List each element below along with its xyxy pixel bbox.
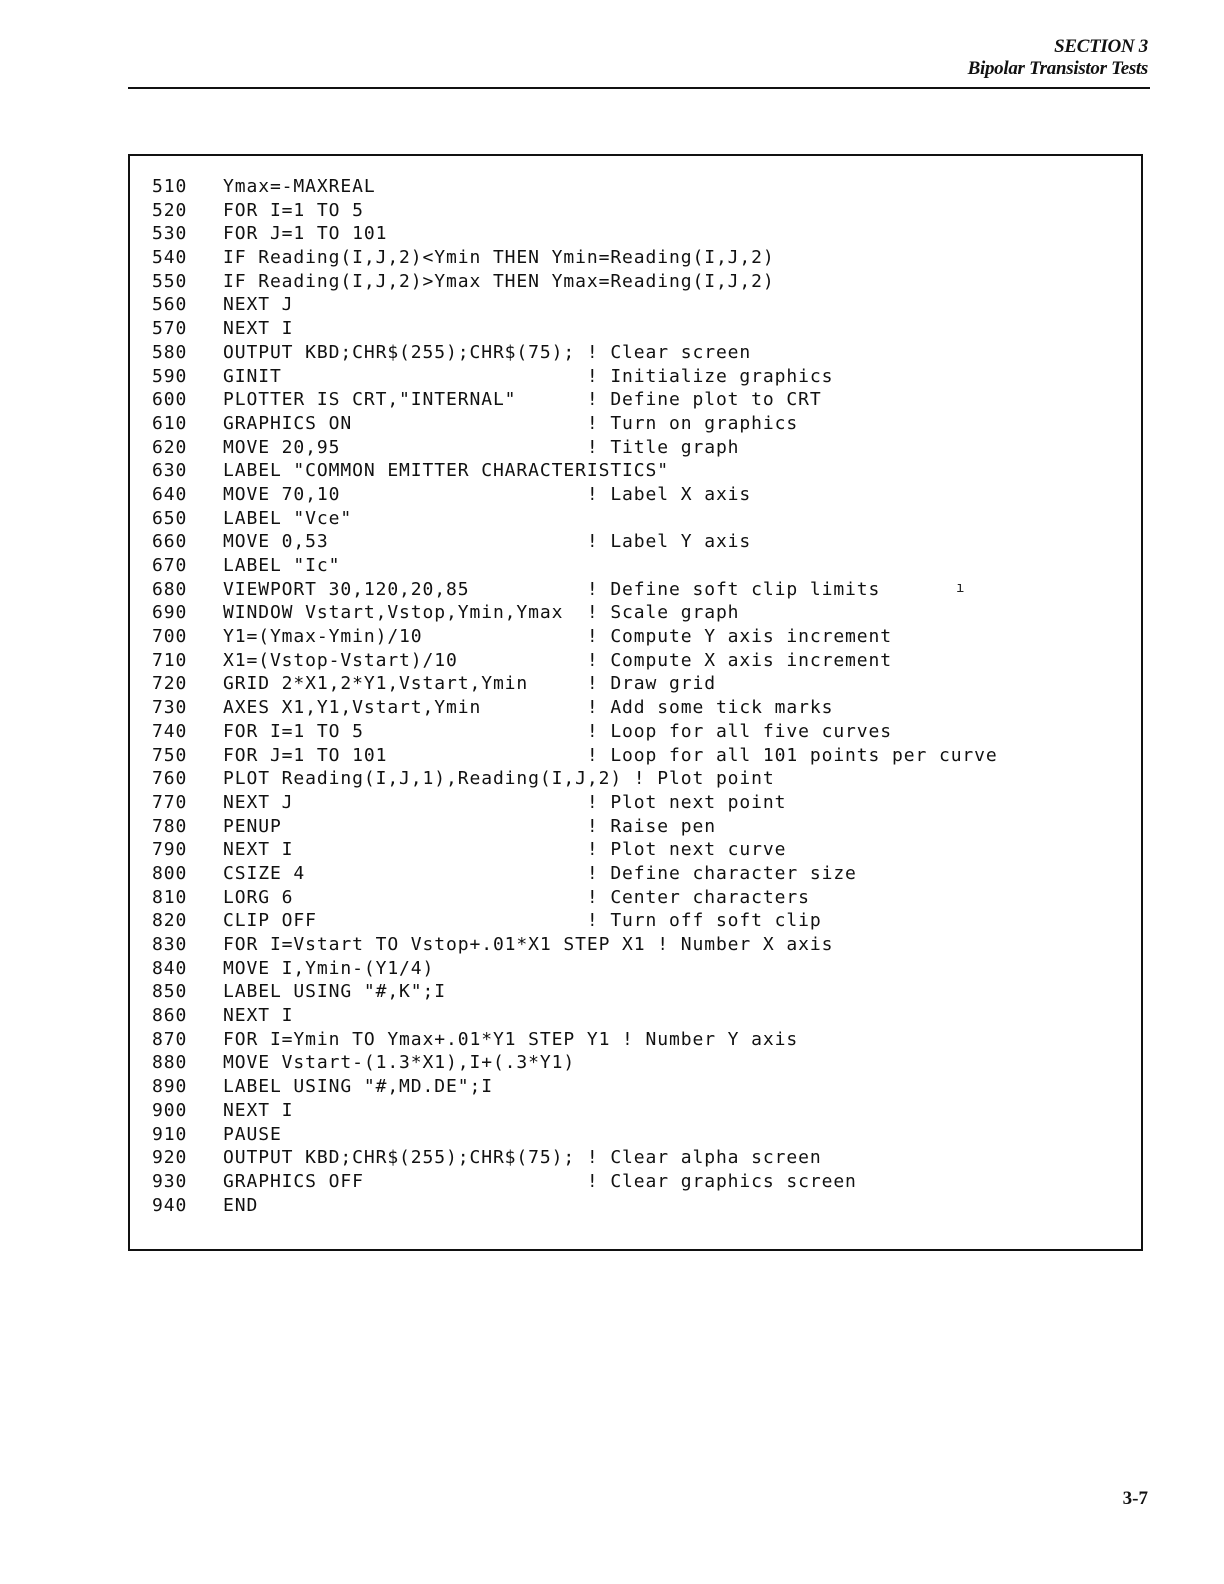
- code-line: [152, 507, 998, 531]
- line-statement: IF Reading(I,J,2)<Ymin THEN Ymin=Reading(I,J,2): [223, 247, 775, 269]
- line-number: 650: [152, 507, 188, 529]
- line-statement: IF Reading(I,J,2)>Ymax THEN Ymax=Reading(I,J,2): [223, 270, 775, 292]
- code-line: [152, 1051, 998, 1075]
- code-line: [152, 270, 998, 294]
- line-statement: FOR I=1 TO 5 ! Loop for all five curves: [223, 720, 893, 742]
- code-line: [152, 554, 998, 578]
- code-line: [152, 957, 998, 981]
- code-line: [152, 1075, 998, 1099]
- code-line: [152, 625, 998, 649]
- header-rule: [128, 87, 1150, 89]
- line-number: 820: [152, 910, 188, 932]
- line-statement: CLIP OFF ! Turn off soft clip: [223, 910, 822, 932]
- line-statement: VIEWPORT 30,120,20,85 ! Define soft clip limits: [223, 578, 881, 600]
- line-statement: NEXT J: [223, 294, 294, 316]
- line-number: 620: [152, 436, 188, 458]
- code-line: [152, 1099, 998, 1123]
- line-number: 680: [152, 578, 188, 600]
- code-line: [152, 1004, 998, 1028]
- line-number: 570: [152, 318, 188, 340]
- code-line: [152, 436, 998, 460]
- line-statement: LABEL USING "#,MD.DE";I: [223, 1076, 493, 1098]
- code-line: [152, 886, 998, 910]
- line-number: 790: [152, 839, 188, 861]
- line-number: 800: [152, 862, 188, 884]
- line-number: 880: [152, 1052, 188, 1074]
- line-number: 520: [152, 199, 188, 221]
- line-number: 550: [152, 270, 188, 292]
- line-statement: WINDOW Vstart,Vstop,Ymin,Ymax ! Scale graph: [223, 602, 740, 624]
- line-statement: FOR J=1 TO 101: [223, 223, 388, 245]
- code-line: [152, 483, 998, 507]
- code-line: [152, 744, 998, 768]
- line-number: 590: [152, 365, 188, 387]
- line-statement: Y1=(Ymax-Ymin)/10 ! Compute Y axis increment: [223, 626, 893, 648]
- code-line: [152, 696, 998, 720]
- line-number: 920: [152, 1147, 188, 1169]
- line-statement: PENUP ! Raise pen: [223, 815, 716, 837]
- line-statement: NEXT I: [223, 1005, 294, 1027]
- line-statement: GRAPHICS ON ! Turn on graphics: [223, 412, 799, 434]
- code-line: [152, 601, 998, 625]
- code-listing: [152, 175, 998, 1217]
- line-statement: NEXT I: [223, 1099, 294, 1121]
- line-number: 930: [152, 1170, 188, 1192]
- section-label: SECTION 3: [1054, 36, 1148, 57]
- code-line: [152, 791, 998, 815]
- line-number: 530: [152, 223, 188, 245]
- line-number: 660: [152, 531, 188, 553]
- code-line: [152, 317, 998, 341]
- line-statement: X1=(Vstop-Vstart)/10 ! Compute X axis increment: [223, 649, 893, 671]
- line-number: 870: [152, 1028, 188, 1050]
- line-statement: GRAPHICS OFF ! Clear graphics screen: [223, 1170, 857, 1192]
- running-header: [968, 36, 1148, 80]
- line-statement: END: [223, 1194, 259, 1216]
- line-statement: OUTPUT KBD;CHR$(255);CHR$(75); ! Clear alpha screen: [223, 1147, 822, 1169]
- line-statement: NEXT J ! Plot next point: [223, 791, 787, 813]
- line-statement: MOVE 20,95 ! Title graph: [223, 436, 740, 458]
- line-number: 600: [152, 389, 188, 411]
- line-number: 560: [152, 294, 188, 316]
- line-number: 780: [152, 815, 188, 837]
- line-number: 750: [152, 744, 188, 766]
- code-line: [152, 341, 998, 365]
- line-statement: MOVE 70,10 ! Label X axis: [223, 483, 752, 505]
- line-statement: FOR I=Ymin TO Ymax+.01*Y1 STEP Y1 ! Number Y axis: [223, 1028, 799, 1050]
- code-line: [152, 222, 998, 246]
- code-line: [152, 578, 998, 602]
- code-line: [152, 388, 998, 412]
- code-line: [152, 909, 998, 933]
- line-statement: PAUSE: [223, 1123, 282, 1145]
- code-line: [152, 530, 998, 554]
- line-statement: AXES X1,Y1,Vstart,Ymin ! Add some tick marks: [223, 697, 834, 719]
- stray-mark: ı: [956, 580, 965, 596]
- line-number: 630: [152, 460, 188, 482]
- line-statement: CSIZE 4 ! Define character size: [223, 862, 857, 884]
- code-line: [152, 175, 998, 199]
- line-number: 640: [152, 483, 188, 505]
- line-statement: FOR J=1 TO 101 ! Loop for all 101 points per curve: [223, 744, 998, 766]
- section-subtitle: Bipolar Transistor Tests: [967, 58, 1148, 79]
- code-line: [152, 293, 998, 317]
- line-statement: OUTPUT KBD;CHR$(255);CHR$(75); ! Clear screen: [223, 341, 752, 363]
- line-number: 900: [152, 1099, 188, 1121]
- code-line: [152, 246, 998, 270]
- code-line: [152, 672, 998, 696]
- line-number: 670: [152, 555, 188, 576]
- code-line: [152, 199, 998, 223]
- line-number: 770: [152, 791, 188, 813]
- page-number: 3-7: [1122, 1488, 1148, 1509]
- code-line: [152, 933, 998, 957]
- line-number: 810: [152, 886, 188, 908]
- code-line: [152, 720, 998, 744]
- code-line: [152, 767, 998, 791]
- line-number: 860: [152, 1005, 188, 1027]
- line-statement: LABEL "Vce": [223, 507, 353, 529]
- line-statement: NEXT I ! Plot next curve: [223, 839, 787, 861]
- line-number: 730: [152, 697, 188, 719]
- line-number: 540: [152, 247, 188, 269]
- line-statement: GINIT ! Initialize graphics: [223, 365, 834, 387]
- line-number: 710: [152, 649, 188, 671]
- line-statement: LORG 6 ! Center characters: [223, 886, 810, 908]
- line-statement: MOVE I,Ymin-(Y1/4): [223, 957, 435, 979]
- line-number: 830: [152, 934, 188, 955]
- line-statement: LABEL "COMMON EMITTER CHARACTERISTICS": [223, 460, 670, 482]
- line-statement: GRID 2*X1,2*Y1,Vstart,Ymin ! Draw grid: [223, 673, 716, 695]
- line-number: 580: [152, 341, 188, 363]
- line-number: 740: [152, 720, 188, 742]
- line-number: 690: [152, 602, 188, 624]
- line-number: 760: [152, 768, 188, 790]
- line-number: 890: [152, 1076, 188, 1098]
- code-line: [152, 1123, 998, 1147]
- line-number: 610: [152, 412, 188, 434]
- line-number: 910: [152, 1123, 188, 1145]
- code-line: [152, 459, 998, 483]
- line-statement: FOR I=Vstart TO Vstop+.01*X1 STEP X1 ! Number X axis: [223, 934, 834, 955]
- code-line: [152, 649, 998, 673]
- code-line: [152, 862, 998, 886]
- line-number: 840: [152, 957, 188, 979]
- line-statement: MOVE Vstart-(1.3*X1),I+(.3*Y1): [223, 1052, 576, 1074]
- code-line: [152, 838, 998, 862]
- code-line: [152, 1170, 998, 1194]
- code-line: [152, 980, 998, 1004]
- line-number: 720: [152, 673, 188, 695]
- line-statement: PLOT Reading(I,J,1),Reading(I,J,2) ! Plot point: [223, 768, 775, 790]
- line-statement: LABEL "Ic": [223, 555, 341, 576]
- line-statement: FOR I=1 TO 5: [223, 199, 364, 221]
- code-line: [152, 1194, 998, 1218]
- code-line: [152, 365, 998, 389]
- line-statement: MOVE 0,53 ! Label Y axis: [223, 531, 752, 553]
- line-number: 940: [152, 1194, 188, 1216]
- line-statement: NEXT I: [223, 318, 294, 340]
- line-number: 700: [152, 626, 188, 648]
- code-line: [152, 1146, 998, 1170]
- code-line: [152, 412, 998, 436]
- line-statement: PLOTTER IS CRT,"INTERNAL" ! Define plot to CRT: [223, 389, 822, 411]
- code-line: [152, 1028, 998, 1052]
- line-number: 850: [152, 981, 188, 1003]
- line-statement: Ymax=-MAXREAL: [223, 176, 376, 197]
- code-line: [152, 815, 998, 839]
- line-number: 510: [152, 176, 188, 197]
- line-statement: LABEL USING "#,K";I: [223, 981, 447, 1003]
